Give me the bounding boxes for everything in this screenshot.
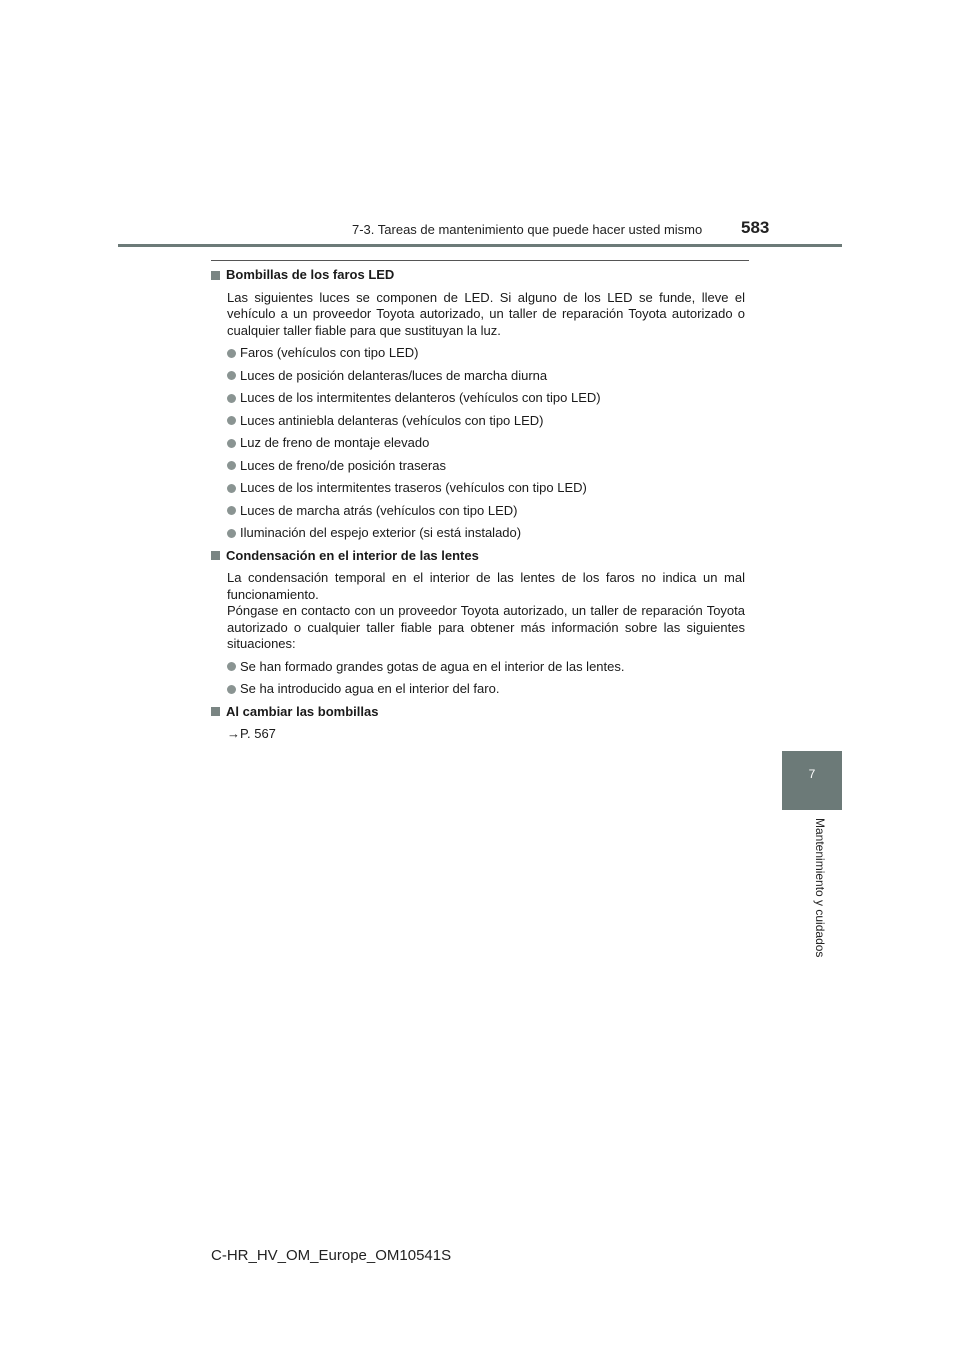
- list-item: [211, 435, 745, 452]
- list-item-text: Luz de freno de montaje elevado: [240, 435, 430, 450]
- main-content: [211, 267, 745, 749]
- dot-bullet-icon: [227, 529, 236, 538]
- list-item: [211, 525, 745, 542]
- dot-bullet-icon: [227, 439, 236, 448]
- list-item: [211, 659, 745, 676]
- header-rule: [118, 244, 842, 247]
- section-title: Bombillas de los faros LED: [226, 267, 395, 282]
- list-item: [211, 368, 745, 385]
- dot-bullet-icon: [227, 484, 236, 493]
- section-heading: [211, 267, 745, 284]
- running-header: 7-3. Tareas de mantenimiento que puede hacer usted mismo: [352, 222, 703, 237]
- list-item: [211, 413, 745, 430]
- content-rule: [211, 260, 749, 261]
- list-item: [211, 503, 745, 520]
- list-item-text: Luces de los intermitentes delanteros (vehículos con tipo LED): [240, 390, 601, 405]
- list-item: [211, 480, 745, 497]
- section-heading: [211, 704, 745, 721]
- dot-bullet-icon: [227, 394, 236, 403]
- section-heading: [211, 548, 745, 565]
- page-number: 583: [741, 218, 770, 237]
- list-item-text: Luces de los intermitentes traseros (vehículos con tipo LED): [240, 480, 587, 495]
- list-item-text: Se han formado grandes gotas de agua en el interior de las lentes.: [240, 658, 625, 674]
- list-item: [211, 345, 745, 362]
- list-item-text: Luces antiniebla delanteras (vehículos con tipo LED): [240, 412, 544, 428]
- dot-bullet-icon: [227, 349, 236, 358]
- dot-bullet-icon: [227, 662, 236, 671]
- document-code: C-HR_HV_OM_Europe_OM10541S: [211, 1247, 452, 1264]
- list-item-text: Luces de posición delanteras/luces de marcha diurna: [240, 367, 548, 383]
- dot-bullet-icon: [227, 685, 236, 694]
- dot-bullet-icon: [227, 461, 236, 470]
- section-title: Al cambiar las bombillas: [226, 703, 379, 719]
- chapter-number: 7: [808, 767, 816, 781]
- paragraph: Póngase en contacto con un proveedor Toyota autorizado, un taller de reparación Toyota autorizado o cualquier taller fiable para obtener más información sobre las siguientes situaciones:: [227, 603, 745, 651]
- square-bullet-icon: [211, 271, 220, 280]
- dot-bullet-icon: [227, 506, 236, 515]
- paragraph: La condensación temporal en el interior de las lentes de los faros no indica un mal funcionamiento.: [227, 570, 745, 602]
- list-item-text: Luces de freno/de posición traseras: [240, 457, 446, 473]
- dot-bullet-icon: [227, 416, 236, 425]
- dot-bullet-icon: [227, 371, 236, 380]
- paragraph: Las siguientes luces se componen de LED. Si alguno de los LED se funde, lleve el vehículo a un proveedor Toyota autorizado, un taller de reparación Toyota autorizado o cualquier taller fiable para que sustituyan la luz.: [227, 289, 745, 338]
- page-reference-link[interactable]: →P. 567: [227, 726, 276, 741]
- list-item: [211, 458, 745, 475]
- list-item: [211, 681, 745, 698]
- chapter-tab: [782, 751, 842, 810]
- square-bullet-icon: [211, 707, 220, 716]
- list-item-text: Luces de marcha atrás (vehículos con tipo LED): [240, 502, 518, 518]
- list-item-text: Faros (vehículos con tipo LED): [240, 345, 419, 360]
- list-item-text: Iluminación del espejo exterior (si está instalado): [240, 525, 522, 540]
- chapter-title: Mantenimiento y cuidados: [813, 818, 827, 958]
- section-title: Condensación en el interior de las lentes: [226, 547, 479, 563]
- list-item-text: Se ha introducido agua en el interior del faro.: [240, 681, 500, 696]
- square-bullet-icon: [211, 551, 220, 560]
- list-item: [211, 390, 745, 407]
